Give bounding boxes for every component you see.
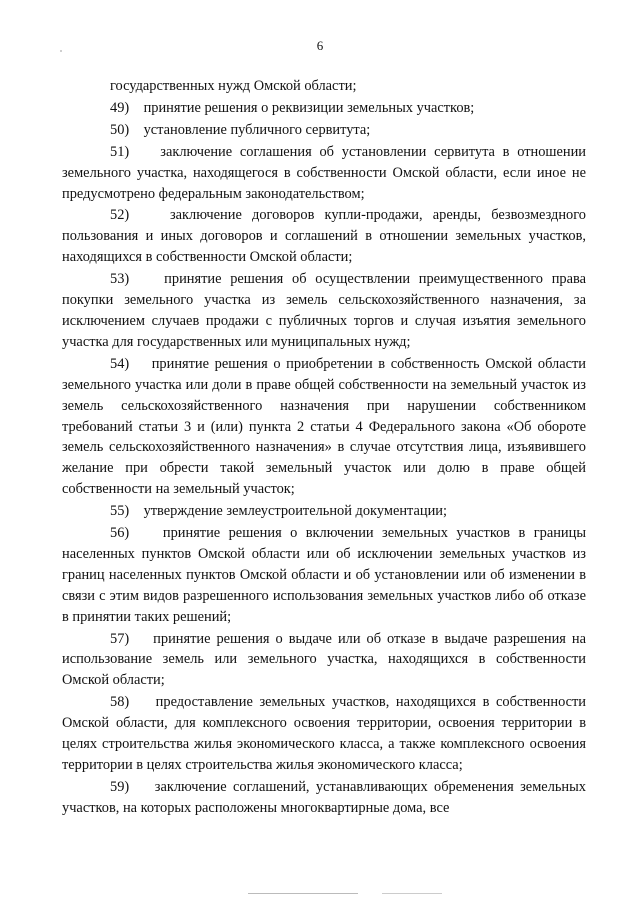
list-item-54 xyxy=(62,354,586,500)
item-text: принятие решения о включении земельных участков в границы населенных пунктов Омской области или об исключении земельных участков из границ населенных пунктов Омской области и об установлении или об изменении в связи с этим видов разрешенного использования земельных участков либо об отказе в принятии таких решений; xyxy=(62,525,586,625)
scan-artifact-line xyxy=(382,893,442,894)
item-text: принятие решения о реквизиции земельных участков; xyxy=(143,99,475,116)
item-text: принятие решения о выдаче или об отказе в выдаче разрешения на использование земель или земельного участка, находящихся в собственности Омской области; xyxy=(62,630,586,689)
item-text: утверждение землеустроительной документации; xyxy=(143,503,447,520)
item-text: установление публичного сервитута; xyxy=(143,121,371,138)
item-text: принятие решения об осуществлении преимущественного права покупки земельного участка из земель сельскохозяйственного назначения, за исключением случаев продажи с публичных торгов и случая изъятия земельного участка для государственных или муниципальных нужд; xyxy=(62,271,587,350)
list-item-55 xyxy=(62,501,586,522)
list-item-53 xyxy=(62,269,586,353)
item-number: 55) xyxy=(110,503,130,520)
item-number: 57) xyxy=(110,630,130,647)
item-number: 50) xyxy=(110,121,130,138)
list-item-57 xyxy=(62,629,586,692)
item-number: 59) xyxy=(110,778,130,795)
item-text: заключение соглашения об установлении сервитута в отношении земельного участка, находящегося в собственности Омской области, если иное не предусмотрено федеральным законодательством; xyxy=(62,143,587,202)
item-number: 56) xyxy=(110,525,130,542)
list-item-56 xyxy=(62,523,586,628)
page-number: 6 xyxy=(316,38,324,53)
paragraph-continuation xyxy=(62,76,586,97)
item-number: 53) xyxy=(110,271,130,288)
paragraph-text: государственных нужд Омской области; xyxy=(110,78,357,94)
document-body xyxy=(62,76,586,820)
list-item-51 xyxy=(62,142,586,205)
list-item-59 xyxy=(62,777,586,819)
item-number: 54) xyxy=(110,355,130,372)
item-number: 52) xyxy=(110,207,130,224)
item-number: 49) xyxy=(110,99,130,116)
item-number: 58) xyxy=(110,694,130,711)
item-text: заключение договоров купли-продажи, аренды, безвозмездного пользования и иных договоров и соглашений в отношении земельных участков, находящихся в собственности Омской области; xyxy=(62,207,586,266)
list-item-52 xyxy=(62,205,586,268)
item-text: предоставление земельных участков, находящихся в собственности Омской области, для комплексного освоения территории, освоения территории в целях строительства жилья экономического класса, а также комплексного освоения территории в целях строительства жилья экономического класса; xyxy=(62,694,586,773)
list-item-49 xyxy=(62,98,586,119)
list-item-58 xyxy=(62,692,586,776)
scan-artifact-line xyxy=(248,893,358,894)
item-text: заключение соглашений, устанавливающих обременения земельных участков, на которых расположены многоквартирные дома, все xyxy=(62,778,586,816)
item-text: принятие решения о приобретении в собственность Омской области земельного участка или доли в праве общей собственности на земельный участок из земель сельскохозяйственного назначения при нарушении собственником требований статьи 3 и (или) пункта 2 статьи 4 Федерального закона «Об обороте земель сельскохозяйственного назначения» в случае отсутствия лица, изъявившего желание при обрести такой земельный участок или долю в праве общей собственности на земельный участок; xyxy=(62,355,586,498)
list-item-50 xyxy=(62,120,586,141)
item-number: 51) xyxy=(110,143,130,160)
